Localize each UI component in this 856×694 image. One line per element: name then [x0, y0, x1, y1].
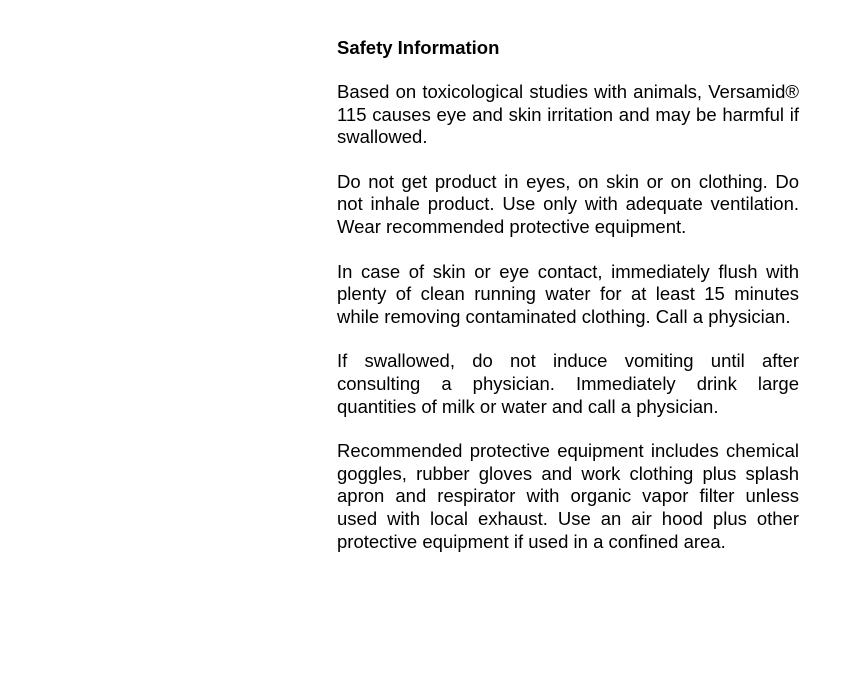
section-title: Safety Information [337, 37, 500, 58]
document-body [337, 36, 799, 575]
paragraph-contact: In case of skin or eye contact, immediately flush with plenty of clean running water for at least 15 minutes while removing contaminated clothing. Call a physician. [337, 260, 799, 327]
paragraph-protective-equipment: Recommended protective equipment includes chemical goggles, rubber gloves and work clothing plus splash apron and respirator with organic vapor filter unless used with local exhaust. Use an air hood plus other protective equipment if used in a confined area. [337, 440, 799, 552]
paragraph-toxicology: Based on toxicological studies with animals, Versamid® 115 causes eye and skin irritation and may be harmful if swallowed. [337, 81, 799, 148]
paragraph-swallowed: If swallowed, do not induce vomiting until after consulting a physician. Immediately drink large quantities of milk or water and call a physician. [337, 350, 799, 417]
paragraph-handling: Do not get product in eyes, on skin or on clothing. Do not inhale product. Use only with adequate ventilation. Wear recommended protective equipment. [337, 170, 799, 237]
